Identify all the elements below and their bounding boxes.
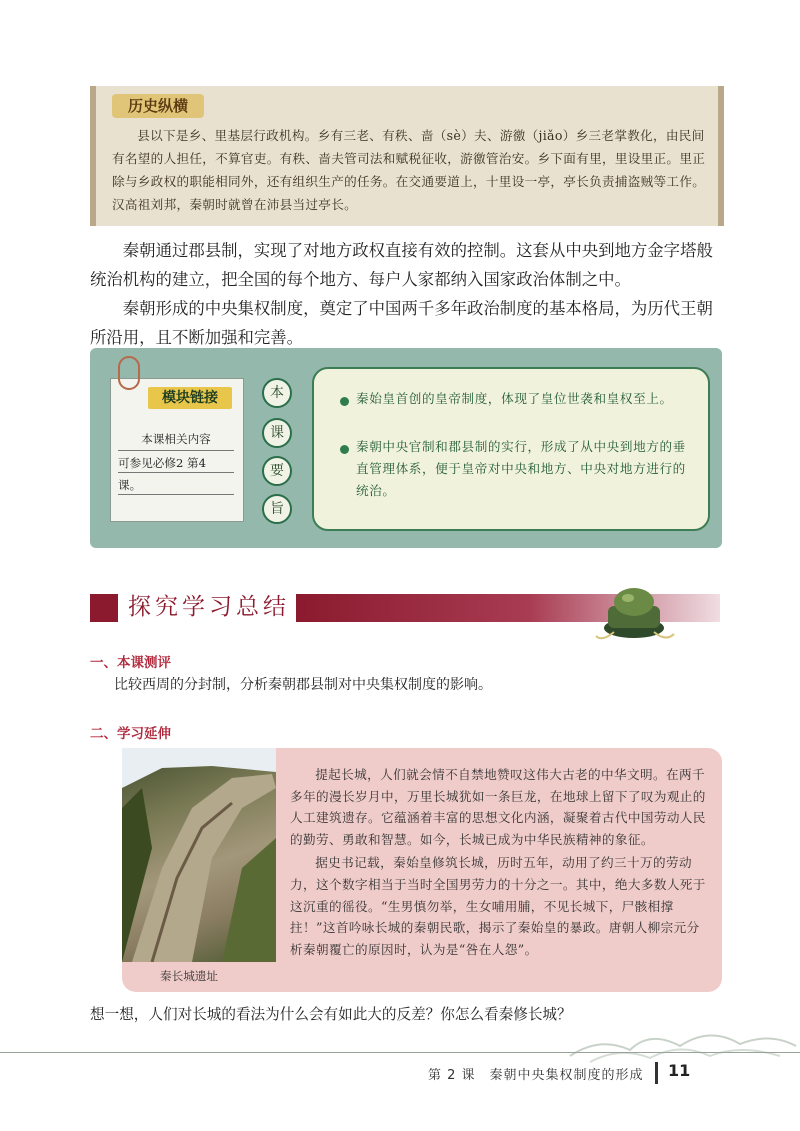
cloud-ornament-icon bbox=[560, 1016, 800, 1066]
side-char: 旨 bbox=[262, 494, 292, 524]
jade-seal-icon bbox=[594, 576, 680, 646]
paperclip-icon bbox=[118, 356, 140, 390]
key-point-1: 秦始皇首创的皇帝制度，体现了皇位世袭和皇权至上。 bbox=[356, 391, 673, 406]
bullet-icon bbox=[340, 445, 349, 454]
history-tag: 历史纵横 bbox=[112, 94, 204, 118]
extension-paragraph-1: 提起长城，人们就会情不自禁地赞叹这伟大古老的中华文明。在两千多年的漫长岁月中，万里长城犹如一条巨龙，在地球上留下了叹为观止的人工建筑遗存。它蕴涵着丰富的思想文化内涵，凝聚着古代中国劳动人民的勤劳、勇敢和智慧。如今，长城已成为中华民族精神的象征。 bbox=[290, 767, 706, 847]
module-text-line3: 课。 bbox=[118, 478, 142, 492]
side-char: 要 bbox=[262, 456, 292, 486]
great-wall-photo bbox=[122, 748, 276, 962]
subsection-2-title: 二、学习延伸 bbox=[90, 726, 171, 742]
key-point-2: 秦朝中央官制和郡县制的实行，形成了从中央到地方的垂直管理体系，便于皇帝对中央和地方、中央对地方进行的统治。 bbox=[356, 439, 686, 498]
history-text: 县以下是乡、里基层行政机构。乡有三老、有秩、啬（sè）夫、游徼（jiǎo）乡三老掌教化，由民间有名望的人担任，不算官吏。有秩、啬夫管司法和赋税征收，游徼管治安。乡下面有里，里设里正。里正除与乡政权的职能相同外，还有组织生产的任务。在交通要道上，十里设一亭，亭长负责捕盗贼等工作。汉高祖刘邦，秦朝时就曾在沛县当过亭长。 bbox=[112, 128, 706, 212]
footer-lesson-title: 第 2 课 秦朝中央集权制度的形成 bbox=[428, 1068, 644, 1083]
extension-text bbox=[290, 764, 712, 960]
reflection-question: 想一想，人们对长城的看法为什么会有如此大的反差？你怎么看秦修长城？ bbox=[90, 1006, 572, 1023]
assessment-question: 比较西周的分封制，分析秦朝郡县制对中央集权制度的影响。 bbox=[114, 677, 492, 693]
bullet-icon bbox=[340, 397, 349, 406]
module-text-line2: 可参见必修2 第4 bbox=[118, 456, 207, 470]
section-title: 探究学习总结 bbox=[128, 594, 290, 620]
note-line bbox=[118, 450, 234, 451]
body-paragraph-1: 秦朝通过郡县制，实现了对地方政权直接有效的控制。这套从中央到地方金字塔般统治机构的建立，把全国的每个地方、每户人家都纳入国家政治体制之中。 bbox=[90, 241, 713, 289]
section-marker bbox=[90, 594, 118, 622]
page-number: 11 bbox=[668, 1061, 691, 1080]
subsection-1-title: 一、本课测评 bbox=[90, 655, 171, 671]
footer-divider bbox=[0, 1052, 800, 1053]
photo-caption: 秦长城遗址 bbox=[160, 969, 218, 983]
footer-separator bbox=[655, 1062, 658, 1084]
extension-paragraph-2: 据史书记载，秦始皇修筑长城，历时五年，动用了约三十万的劳动力，这个数字相当于当时全国男劳力的十分之一。其中，绝大多数人死于这沉重的徭役。“生男慎勿举，生女哺用脯，不见长城下，尸骸相撑拄！”这首吟咏长城的秦朝民歌，揭示了秦始皇的暴政。唐朝人柳宗元分析秦朝覆亡的原因时，认为是“咎在人怨”。 bbox=[290, 855, 706, 957]
module-text-line1: 本课相关内容 bbox=[141, 432, 211, 446]
module-tag: 模块链接 bbox=[148, 387, 232, 409]
body-paragraph-2: 秦朝形成的中央集权制度，奠定了中国两千多年政治制度的基本格局，为历代王朝所沿用，且不断加强和完善。 bbox=[90, 299, 713, 347]
wall-photo-illustration bbox=[122, 748, 276, 962]
side-char: 本 bbox=[262, 378, 292, 408]
side-char: 课 bbox=[262, 418, 292, 448]
